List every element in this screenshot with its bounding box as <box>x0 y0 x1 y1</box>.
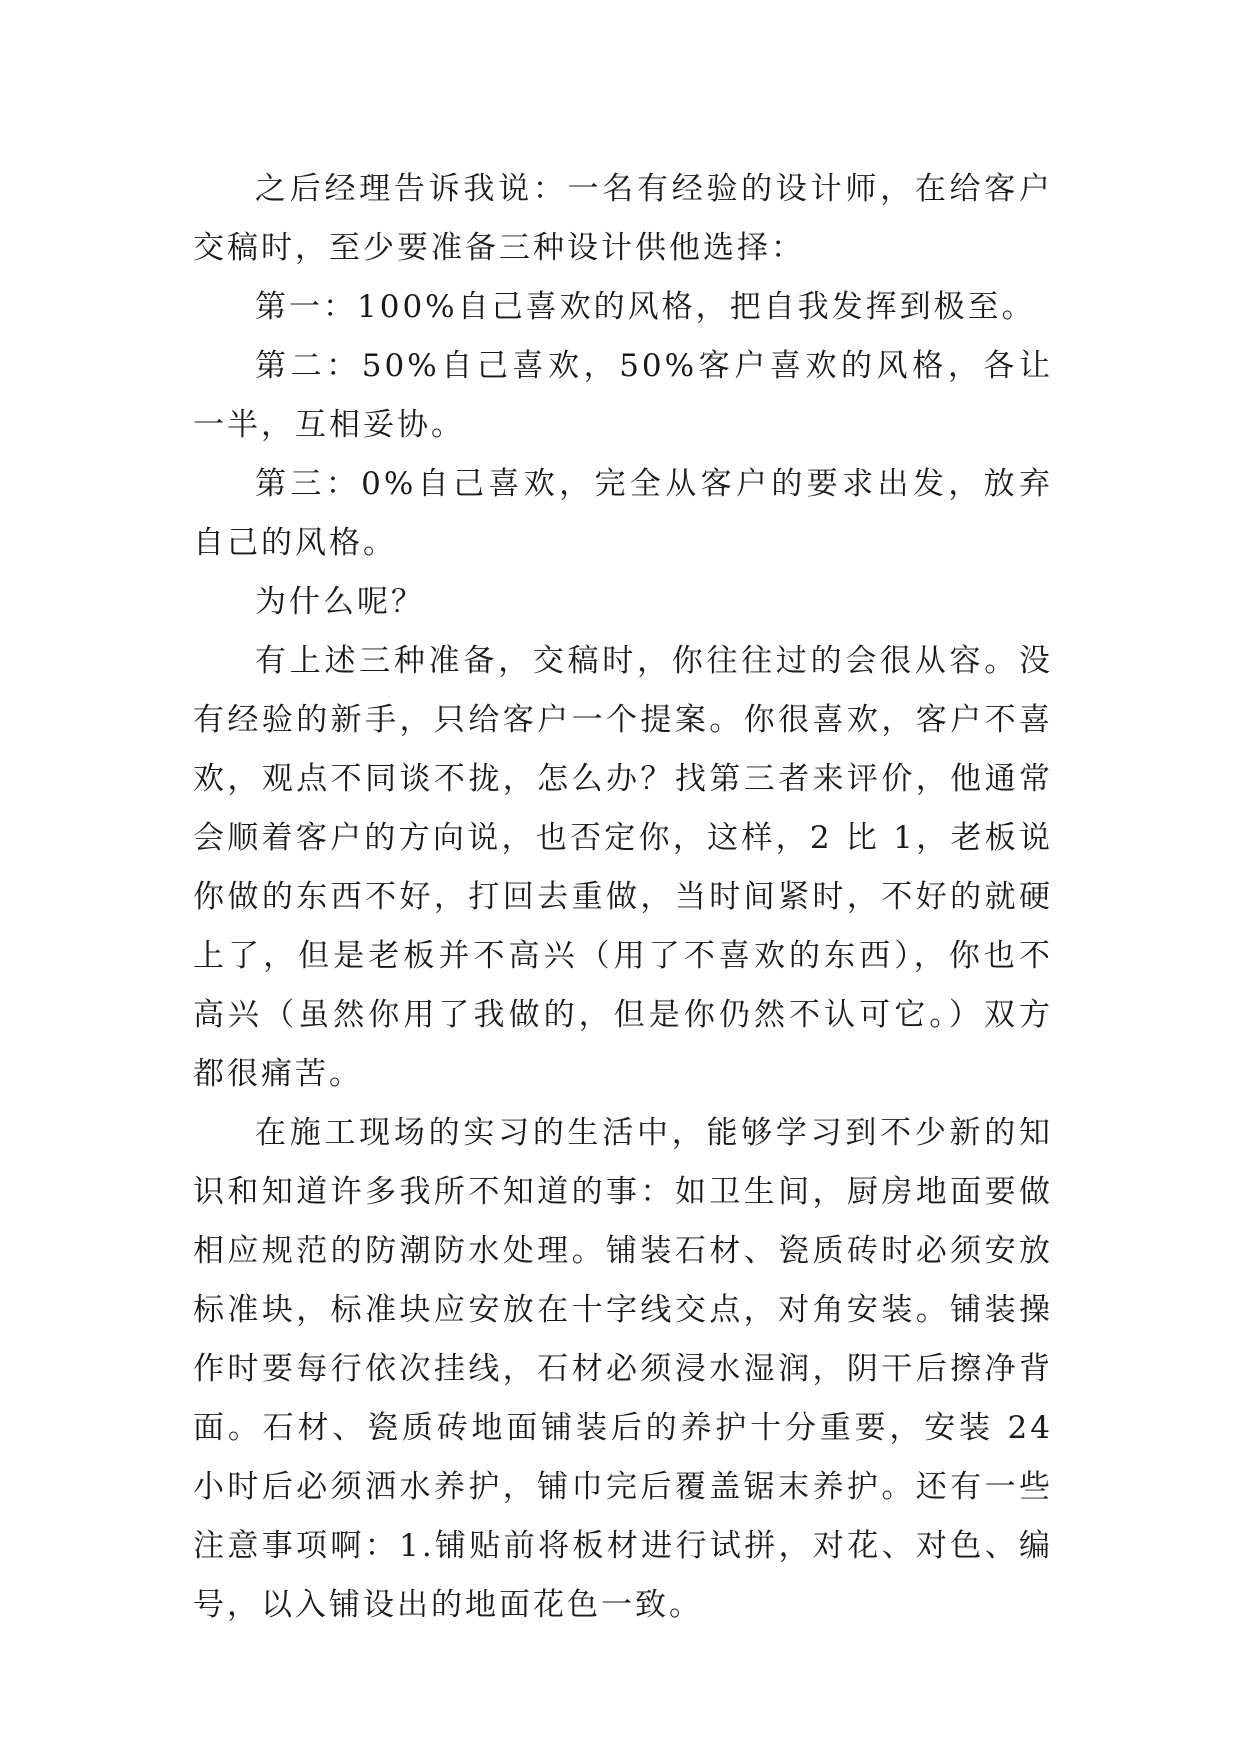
paragraph-designer-advice: 之后经理告诉我说：一名有经验的设计师，在给客户交稿时，至少要准备三种设计供他选择： <box>193 171 1053 266</box>
paragraph-option-two: 第二：50%自己喜欢，50%客户喜欢的风格，各让一半，互相妥协。 <box>193 348 1053 443</box>
paragraph-option-three: 第三：0%自己喜欢，完全从客户的要求出发，放弃自己的风格。 <box>193 466 1053 561</box>
paragraph-option-one: 第一：100%自己喜欢的风格，把自我发挥到极至。 <box>255 289 1036 325</box>
document-body <box>193 160 1053 1635</box>
paragraph-question: 为什么呢？ <box>255 584 425 620</box>
paragraph-site-internship: 在施工现场的实习的生活中，能够学习到不少新的知识和知道许多我所不知道的事：如卫生间，厨房地面要做相应规范的防潮防水处理。铺装石材、瓷质砖时必须安放标准块，标准块应安放在十字线交点，对角安装。铺装操作时要每行依次挂线，石材必须浸水湿润，阴干后擦净背面。石材、瓷质砖地面铺装后的养护十分重要，安装 24 小时后必须洒水养护，铺巾完后覆盖锯末养护。还有一些注意事项啊：1.铺贴前将板材进行试拼，对花、对色、编号，以入铺设出的地面花色一致。 <box>193 1115 1053 1623</box>
paragraph-explanation: 有上述三种准备，交稿时，你往往过的会很从容。没有经验的新手，只给客户一个提案。你很喜欢，客户不喜欢，观点不同谈不拢，怎么办？找第三者来评价，他通常会顺着客户的方向说，也否定你，这样，2 比 1，老板说你做的东西不好，打回去重做，当时间紧时，不好的就硬上了，但是老板并不高兴（用了不喜欢的东西），你也不高兴（虽然你用了我做的，但是你仍然不认可它。）双方都很痛苦。 <box>193 643 1053 1092</box>
